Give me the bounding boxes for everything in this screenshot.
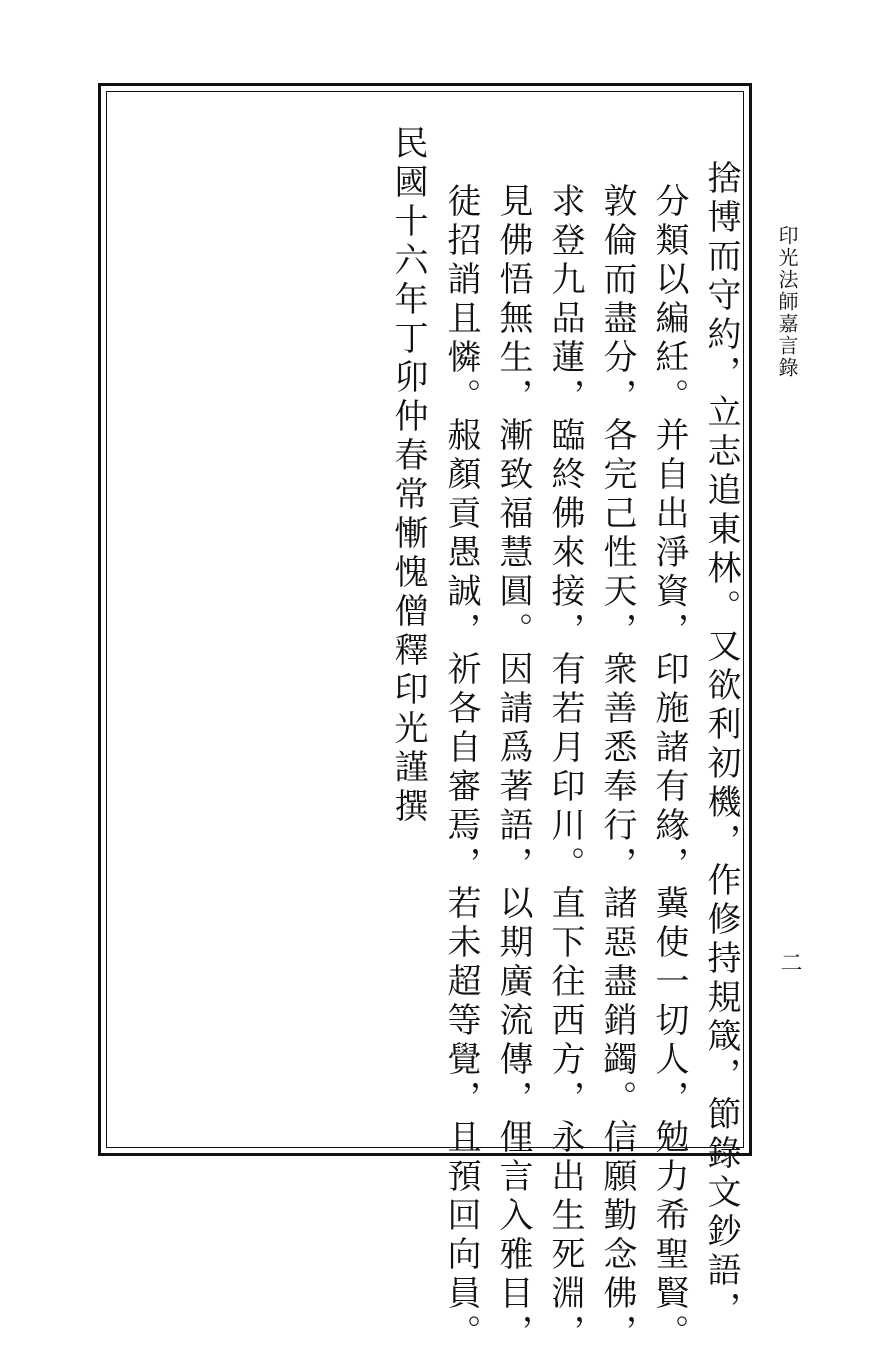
text-column-6: 徒招誚且憐。赧顏貢愚誠，祈各自審焉，若未超等覺，且預回向員。	[441, 183, 481, 1353]
running-title: 印光法師嘉言錄	[775, 225, 799, 379]
signature-line: 民國十六年丁卯仲春常慚愧僧釋印光謹撰	[388, 125, 428, 827]
text-column-3: 敦倫而盡分，各完己性天，衆善悉奉行，諸惡盡銷蠲。信願勤念佛，	[597, 183, 637, 1353]
text-column-5: 見佛悟無生，漸致福慧圓。因請爲著語，以期廣流傳，俚言入雅目，	[493, 183, 533, 1353]
text-column-1: 捨博而守約，立志追東林。又欲利初機，作修持規箴，節錄文鈔語，	[701, 160, 741, 1330]
text-column-4: 求登九品蓮，臨終佛來接，有若月印川。直下往西方，永出生死淵，	[545, 183, 585, 1353]
page-number: 二	[777, 951, 802, 973]
text-column-2: 分類以編紝。并自出淨資，印施諸有緣，冀使一切人，勉力希聖賢。	[649, 183, 689, 1353]
